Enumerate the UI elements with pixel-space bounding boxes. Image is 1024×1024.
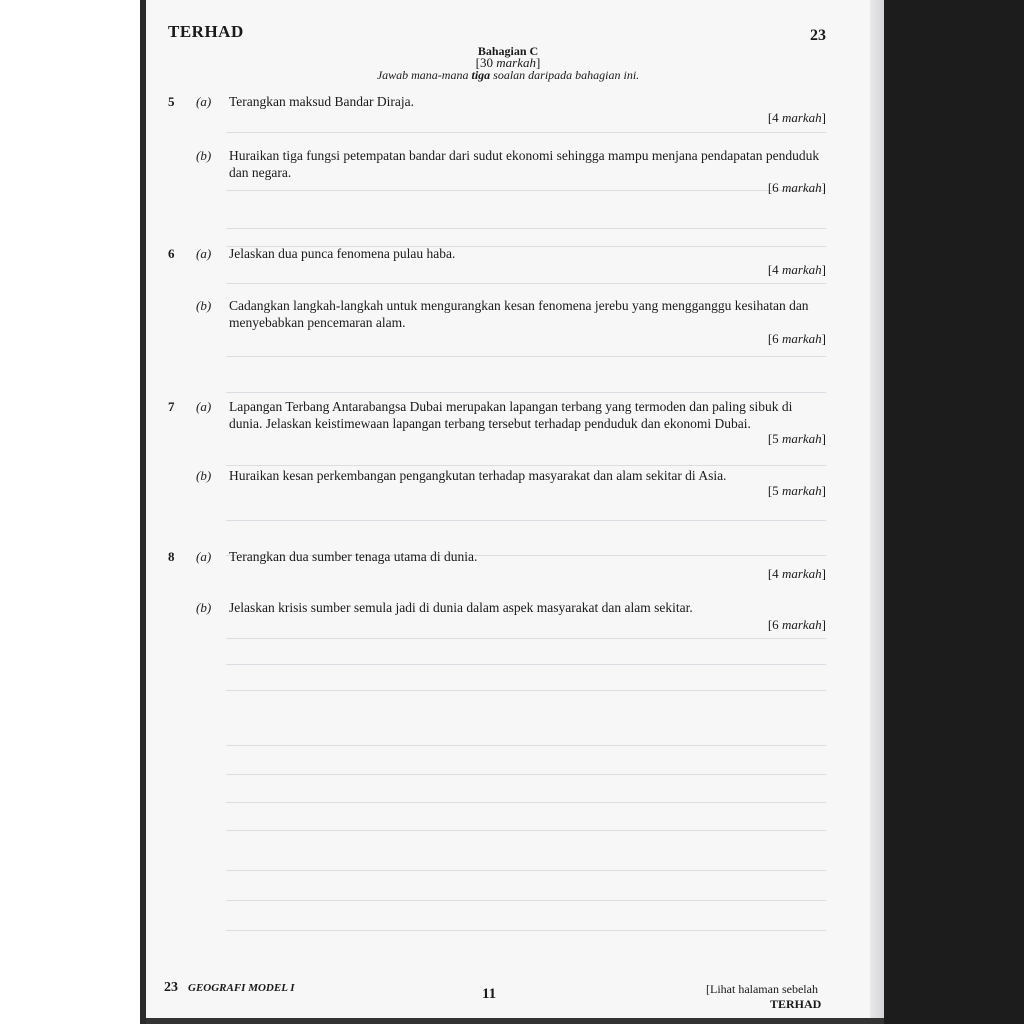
marks-label: [5 markah] xyxy=(767,483,826,498)
question-number: 6 xyxy=(168,246,175,261)
marks-label: [4 markah] xyxy=(767,110,826,125)
question-number: 8 xyxy=(168,549,175,564)
footer-next-page-note: [Lihat halaman sebelah xyxy=(706,982,818,996)
scan-margin-left xyxy=(0,0,140,1024)
question-text: Huraikan tiga fungsi petempatan bandar dari sudut ekonomi sehingga mampu menjana pendapatan penduduk dan negara. xyxy=(229,148,820,180)
marks-label: [6 markah] xyxy=(767,331,826,346)
question-text: Lapangan Terbang Antarabangsa Dubai merupakan lapangan terbang yang termoden dan paling sibuk di dunia. Jelaskan keistimewaan lapangan terbang tersebut terhadap penduduk dan ekonomi Dubai. xyxy=(229,399,793,431)
question-part-label: (a) xyxy=(196,94,212,109)
question-part-label: (a) xyxy=(196,246,212,261)
question-part-label: (a) xyxy=(196,399,212,414)
marks-label: [6 markah] xyxy=(767,617,826,632)
marks-label: [4 markah] xyxy=(767,262,826,277)
section-title: Bahagian C xyxy=(477,44,539,58)
question-part-label: (b) xyxy=(196,600,212,615)
question-text: Terangkan maksud Bandar Diraja. xyxy=(229,94,414,109)
footer-page-number-left: 23 xyxy=(164,980,178,995)
question-number: 7 xyxy=(168,399,175,414)
question-part-label: (b) xyxy=(196,468,212,483)
question-number: 5 xyxy=(168,94,175,109)
marks-label: [5 markah] xyxy=(767,431,826,446)
question-part-label: (a) xyxy=(196,549,212,564)
marks-label: [4 markah] xyxy=(767,566,826,581)
marks-label: [6 markah] xyxy=(767,180,826,195)
scan-margin-right xyxy=(884,0,1024,1024)
question-part-label: (b) xyxy=(196,148,212,163)
page-bottom-shadow xyxy=(146,1018,884,1024)
footer-classification: TERHAD xyxy=(770,997,822,1011)
footer-page-number-center: 11 xyxy=(482,986,497,1002)
section-instruction: Jawab mana-mana tiga soalan daripada bahagian ini. xyxy=(376,68,640,82)
section-marks: [30 markah] xyxy=(475,55,541,70)
classification-header: TERHAD xyxy=(168,22,244,41)
question-text: Terangkan dua sumber tenaga utama di dunia. xyxy=(229,549,478,564)
question-text: Cadangkan langkah-langkah untuk mengurangkan kesan fenomena jerebu yang mengganggu kesihatan dan menyebabkan pencemaran alam. xyxy=(229,298,809,330)
question-part-label: (b) xyxy=(196,298,212,313)
question-text: Huraikan kesan perkembangan pengangkutan terhadap masyarakat dan alam sekitar di Asia. xyxy=(229,468,727,483)
page-edge xyxy=(870,0,884,1018)
page-number-header: 23 xyxy=(810,27,826,44)
footer-subject-title: GEOGRAFI MODEL I xyxy=(188,982,295,994)
question-text: Jelaskan dua punca fenomena pulau haba. xyxy=(229,246,456,261)
question-text: Jelaskan krisis sumber semula jadi di dunia dalam aspek masyarakat dan alam sekitar. xyxy=(229,600,693,615)
